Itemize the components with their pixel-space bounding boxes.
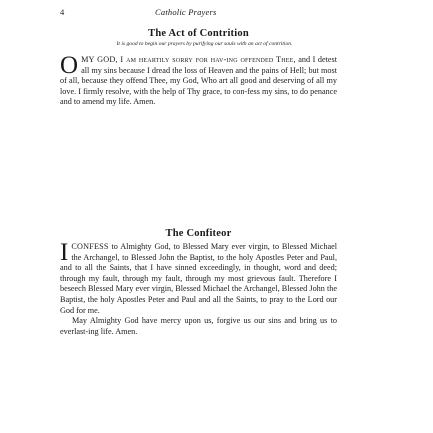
confiteor-closing: May Almighty God have mercy upon us, forgive us our sins and bring us to everlast-ing life. Amen. [60,316,337,336]
contrition-title: The Act of Contrition [148,28,249,39]
confiteor-title: The Confiteor [165,228,232,239]
confiteor-text: to Almighty God, to Blessed Mary ever virgin, to Blessed Michael the Archangel, to Blessed John the Baptist, to the holy Apostles Peter and Paul, and to all the Saints, that I have sinned exceedingly, in thought, word and deed; through my fault, through my fault, through my most grievous fault. Therefore I beseech Blessed Mary ever virgin, Blessed Michael the Archangel, Blessed John the Baptist, the holy Apostles Peter and Paul and all the Saints, to pray to the Lord our God for me. [60,242,337,315]
contrition-drop-cap: O [60,52,79,79]
running-title: Catholic Prayers [155,7,217,17]
confiteor-lead: CONFESS [71,242,109,251]
contrition-lead: MY GOD, I am heartily sorry for hav-ing offended Thee, [81,55,296,64]
page-number: 4 [60,7,65,17]
page-header [60,6,340,18]
contrition-text: and I detest all my sins because I dread the loss of Heaven and the pains of Hell; but most of all, because they offend Thee, my God, Who art all good and deserving of all my love. I firmly resolve, with the help of Thy grace, to con-fess my sins, to do penance and to amend my life. Amen. [60,55,337,107]
confiteor-prayer [60,239,337,337]
contrition-note: It is good to begin our prayers by purifying our souls with an act of contrition. [116,41,293,47]
confiteor-drop-cap: I [60,239,69,266]
contrition-prayer [60,52,337,108]
